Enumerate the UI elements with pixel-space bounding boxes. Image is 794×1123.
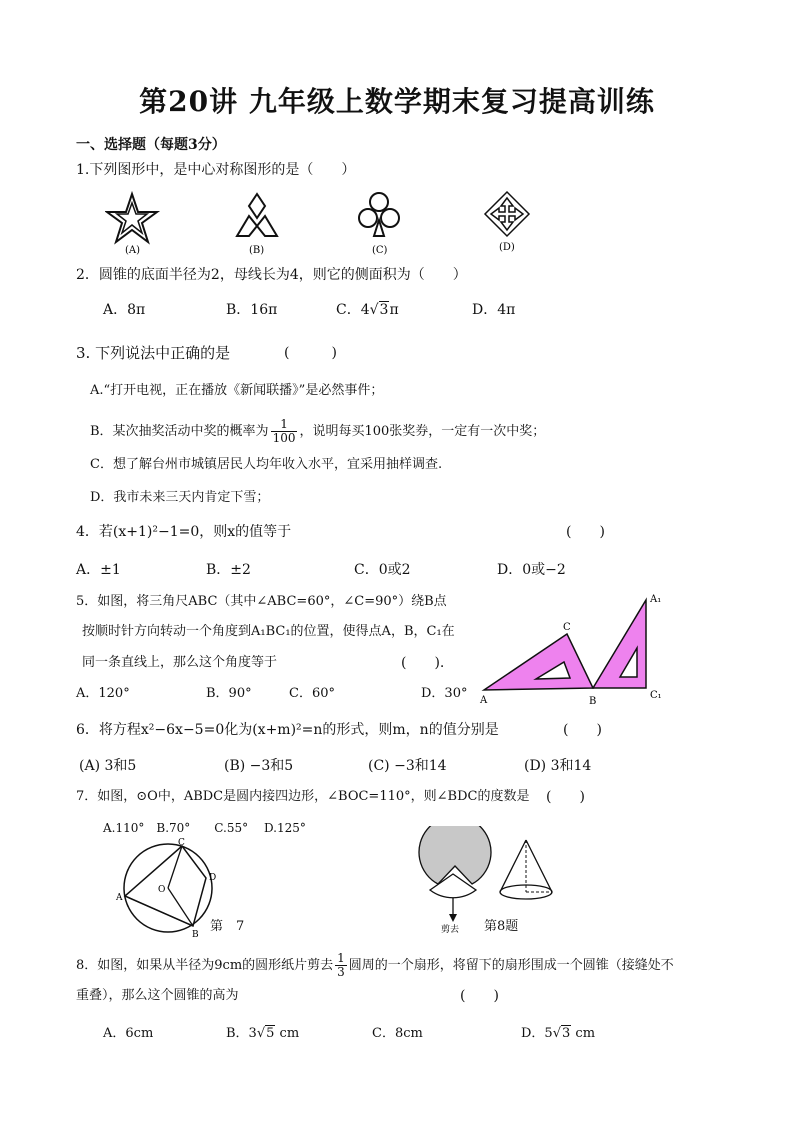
q7-circle-figure bbox=[112, 838, 272, 938]
q8-figure-caption: 第8题 bbox=[484, 919, 519, 934]
club-figure bbox=[359, 193, 399, 236]
label-c: C bbox=[563, 622, 571, 633]
q1-stem: 1.下列图形中，是中心对称图形的是（ ） bbox=[76, 162, 356, 178]
mitsubishi-figure bbox=[237, 194, 277, 236]
label-a1: A₁ bbox=[650, 594, 662, 605]
q3-paren: ( ) bbox=[284, 345, 337, 361]
q1-label-d: (D) bbox=[499, 242, 515, 253]
label-d: D bbox=[209, 873, 217, 883]
label-b: B bbox=[192, 930, 199, 938]
q2-stem: 2．圆锥的底面半径为2，母线长为4，则它的侧面积为（ ） bbox=[76, 267, 467, 283]
q2-option-b: B．16π bbox=[226, 302, 278, 318]
q5-paren: ( ). bbox=[401, 655, 445, 671]
q1-label-b: (B) bbox=[249, 245, 265, 256]
q1-figures bbox=[105, 190, 555, 256]
q1-label-c: (C) bbox=[372, 245, 388, 256]
triangle-abc bbox=[484, 634, 593, 690]
four-arrows-figure bbox=[485, 192, 529, 236]
q7-figure-caption: 第 7 bbox=[210, 919, 245, 934]
cone bbox=[500, 840, 552, 899]
q8-option-d: D．5√3 cm bbox=[521, 1026, 596, 1041]
cut-label: 剪去 bbox=[441, 925, 460, 935]
q8-option-c: C．8cm bbox=[372, 1026, 423, 1041]
q7-options: A.110° B.70° C.55° D.125° bbox=[103, 821, 306, 835]
q6-option-a: (A) 3和5 bbox=[79, 758, 137, 774]
q5-option-d: D．30° bbox=[421, 686, 468, 701]
q8-stem: 8．如图，如果从半径为9cm的圆形纸片剪去 $\frac{1}{3}$ 圆周的一个扇形，将留下的扇形围成一个圆锥（接缝处不 bbox=[76, 951, 674, 979]
page-title: 第20讲 九年级上数学期末复习提高训练 bbox=[139, 85, 655, 118]
q5-line1: 5．如图，将三角尺ABC（其中∠ABC=60°，∠C=90°）绕B点 bbox=[76, 594, 447, 609]
q4-paren: ( ) bbox=[566, 524, 605, 540]
label-a: A bbox=[480, 695, 488, 706]
label-a: A bbox=[116, 893, 123, 903]
q7-paren: ( ) bbox=[546, 789, 585, 805]
section-heading: 一、选择题（每题3分） bbox=[76, 137, 226, 153]
q3-option-d: D．我市未来三天内肯定下雪； bbox=[90, 490, 270, 505]
q8-paren: ( ) bbox=[460, 988, 499, 1004]
q5-triangle-figure bbox=[478, 590, 678, 710]
q5-option-c: C．60° bbox=[289, 686, 335, 701]
q5-option-a: A．120° bbox=[76, 686, 130, 701]
label-o: O bbox=[158, 885, 166, 895]
triangle-a1bc1 bbox=[593, 600, 646, 688]
q3-option-b: B．某次抽奖活动中奖的概率为 $\frac{1}{100}$ ，说明每买100张奖券，一定有一次中奖； bbox=[90, 417, 546, 445]
q4-option-d: D．0或−2 bbox=[497, 562, 566, 578]
q6-stem: 6．将方程x²−6x−5=0化为(x+m)²=n的形式，则m，n的值分别是 bbox=[76, 722, 499, 738]
q3-option-c: C．想了解台州市城镇居民人均年收入水平，宜采用抽样调查. bbox=[90, 457, 443, 472]
q8-option-a: A．6cm bbox=[103, 1026, 154, 1041]
q4-option-b: B．±2 bbox=[206, 562, 251, 578]
label-b: B bbox=[589, 696, 597, 707]
q2-option-a: A．8π bbox=[103, 302, 146, 318]
label-c: C bbox=[178, 838, 185, 848]
q6-option-d: (D) 3和14 bbox=[524, 758, 592, 774]
q7-stem: 7．如图，⊙O中，ABDC是圆内接四边形，∠BOC=110°，则∠BDC的度数是 bbox=[76, 789, 530, 804]
q6-paren: ( ) bbox=[563, 722, 602, 738]
q3-stem: 3. 下列说法中正确的是 bbox=[76, 344, 231, 362]
q5-option-b: B．90° bbox=[206, 686, 252, 701]
star-figure bbox=[107, 194, 157, 242]
q1-label-a: (A) bbox=[125, 245, 141, 256]
q4-option-a: A．±1 bbox=[76, 562, 121, 578]
q5-line2: 按顺时针方向转动一个角度到A₁BC₁的位置，使得点A，B，C₁在 bbox=[82, 624, 455, 639]
q3-option-a: A.“打开电视，正在播放《新闻联播》”是必然事件； bbox=[90, 383, 384, 398]
q6-option-b: (B) −3和5 bbox=[224, 758, 294, 774]
q8-option-b: B．3√5 cm bbox=[226, 1026, 300, 1041]
q8-line2: 重叠），那么这个圆锥的高为 bbox=[76, 988, 239, 1003]
q2-option-c: C．4√3π bbox=[336, 302, 399, 318]
q5-line3: 同一条直线上，那么这个角度等于 bbox=[82, 655, 278, 670]
q4-option-c: C．0或2 bbox=[354, 562, 411, 578]
q4-stem: 4．若(x+1)²−1=0，则x的值等于 bbox=[76, 524, 292, 540]
q2-option-d: D．4π bbox=[472, 302, 516, 318]
label-c1: C₁ bbox=[650, 690, 662, 701]
q6-option-c: (C) −3和14 bbox=[368, 758, 447, 774]
